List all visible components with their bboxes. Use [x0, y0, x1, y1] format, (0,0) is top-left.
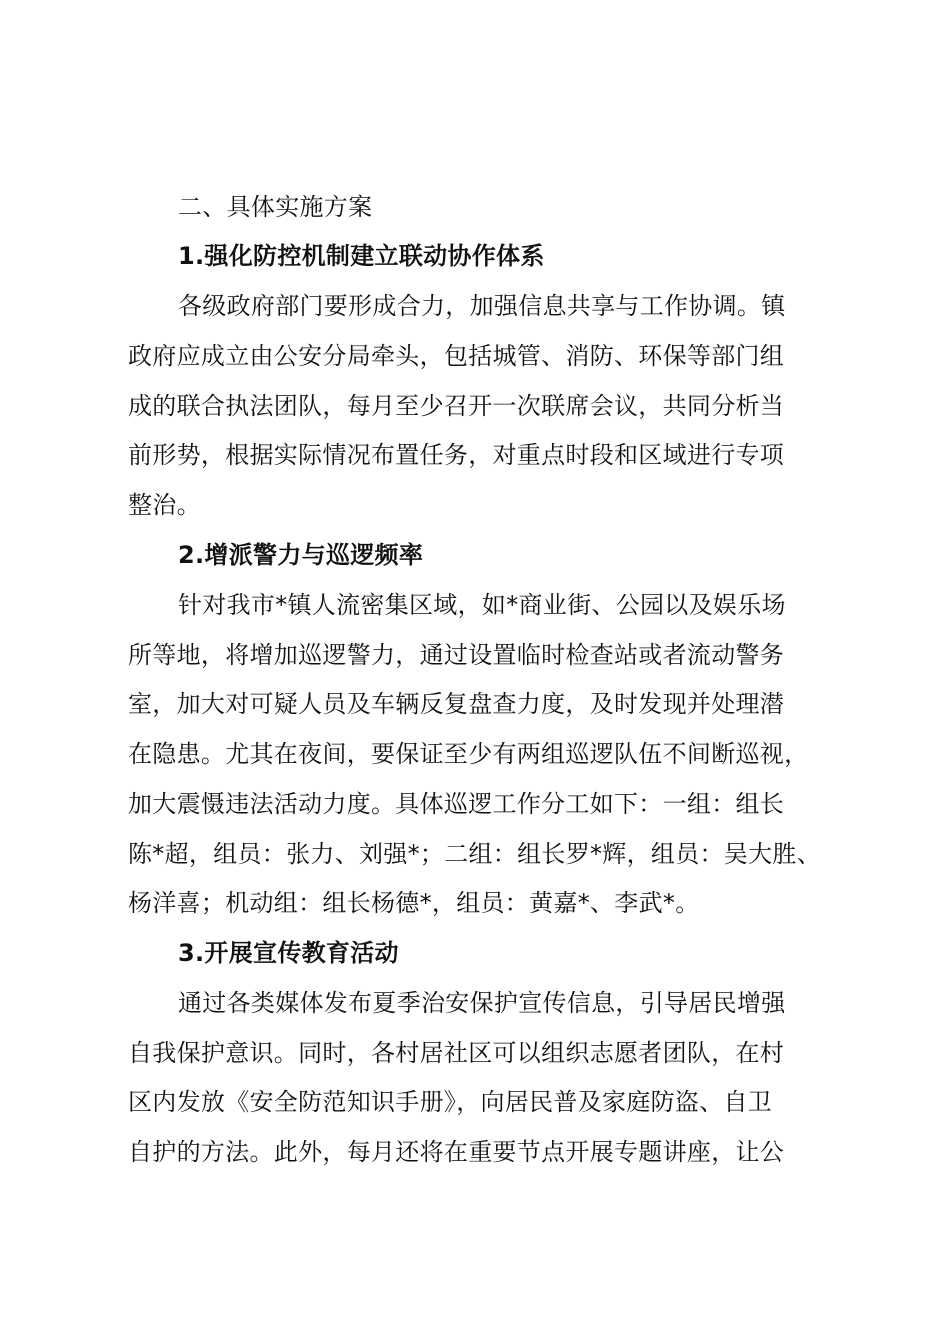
paragraph-line: 区内发放《安全防范知识手册》，向居民普及家庭防盗、自卫: [128, 1088, 773, 1116]
paragraph-line: 前形势，根据实际情况布置任务，对重点时段和区域进行专项: [128, 441, 785, 469]
paragraph-line: 自我保护意识。同时，各村居社区可以组织志愿者团队，在村: [128, 1039, 785, 1067]
item-1-heading: 1.强化防控机制建立联动协作体系: [178, 242, 545, 270]
paragraph-line: 政府应成立由公安分局牵头，包括城管、消防、环保等部门组: [128, 342, 785, 370]
paragraph-line: 杨洋喜；机动组：组长杨德*，组员：黄嘉*、李武*。: [128, 889, 700, 917]
paragraph-line: 所等地，将增加巡逻警力，通过设置临时检查站或者流动警务: [128, 641, 785, 669]
paragraph-line: 陈*超，组员：张力、刘强*；二组：组长罗*辉，组员：吴大胜、: [128, 840, 821, 868]
paragraph-line: 针对我市*镇人流密集区域，如*商业街、公园以及娱乐场: [178, 591, 786, 619]
paragraph-line: 通过各类媒体发布夏季治安保护宣传信息，引导居民增强: [178, 989, 786, 1017]
paragraph-line: 整治。: [128, 491, 201, 519]
item-3-heading: 3.开展宣传教育活动: [178, 939, 399, 967]
item-2-heading: 2.增派警力与巡逻频率: [178, 541, 424, 569]
paragraph-line: 自护的方法。此外，每月还将在重要节点开展专题讲座，让公: [128, 1138, 785, 1166]
paragraph-line: 室，加大对可疑人员及车辆反复盘查力度，及时发现并处理潜: [128, 690, 785, 718]
paragraph-line: 各级政府部门要形成合力，加强信息共享与工作协调。镇: [178, 292, 786, 320]
paragraph-line: 加大震慑违法活动力度。具体巡逻工作分工如下：一组：组长: [128, 790, 785, 818]
paragraph-line: 成的联合执法团队，每月至少召开一次联席会议，共同分析当: [128, 392, 785, 420]
section-title: 二、具体实施方案: [178, 193, 373, 221]
paragraph-line: 在隐患。尤其在夜间，要保证至少有两组巡逻队伍不间断巡视，: [128, 740, 809, 768]
